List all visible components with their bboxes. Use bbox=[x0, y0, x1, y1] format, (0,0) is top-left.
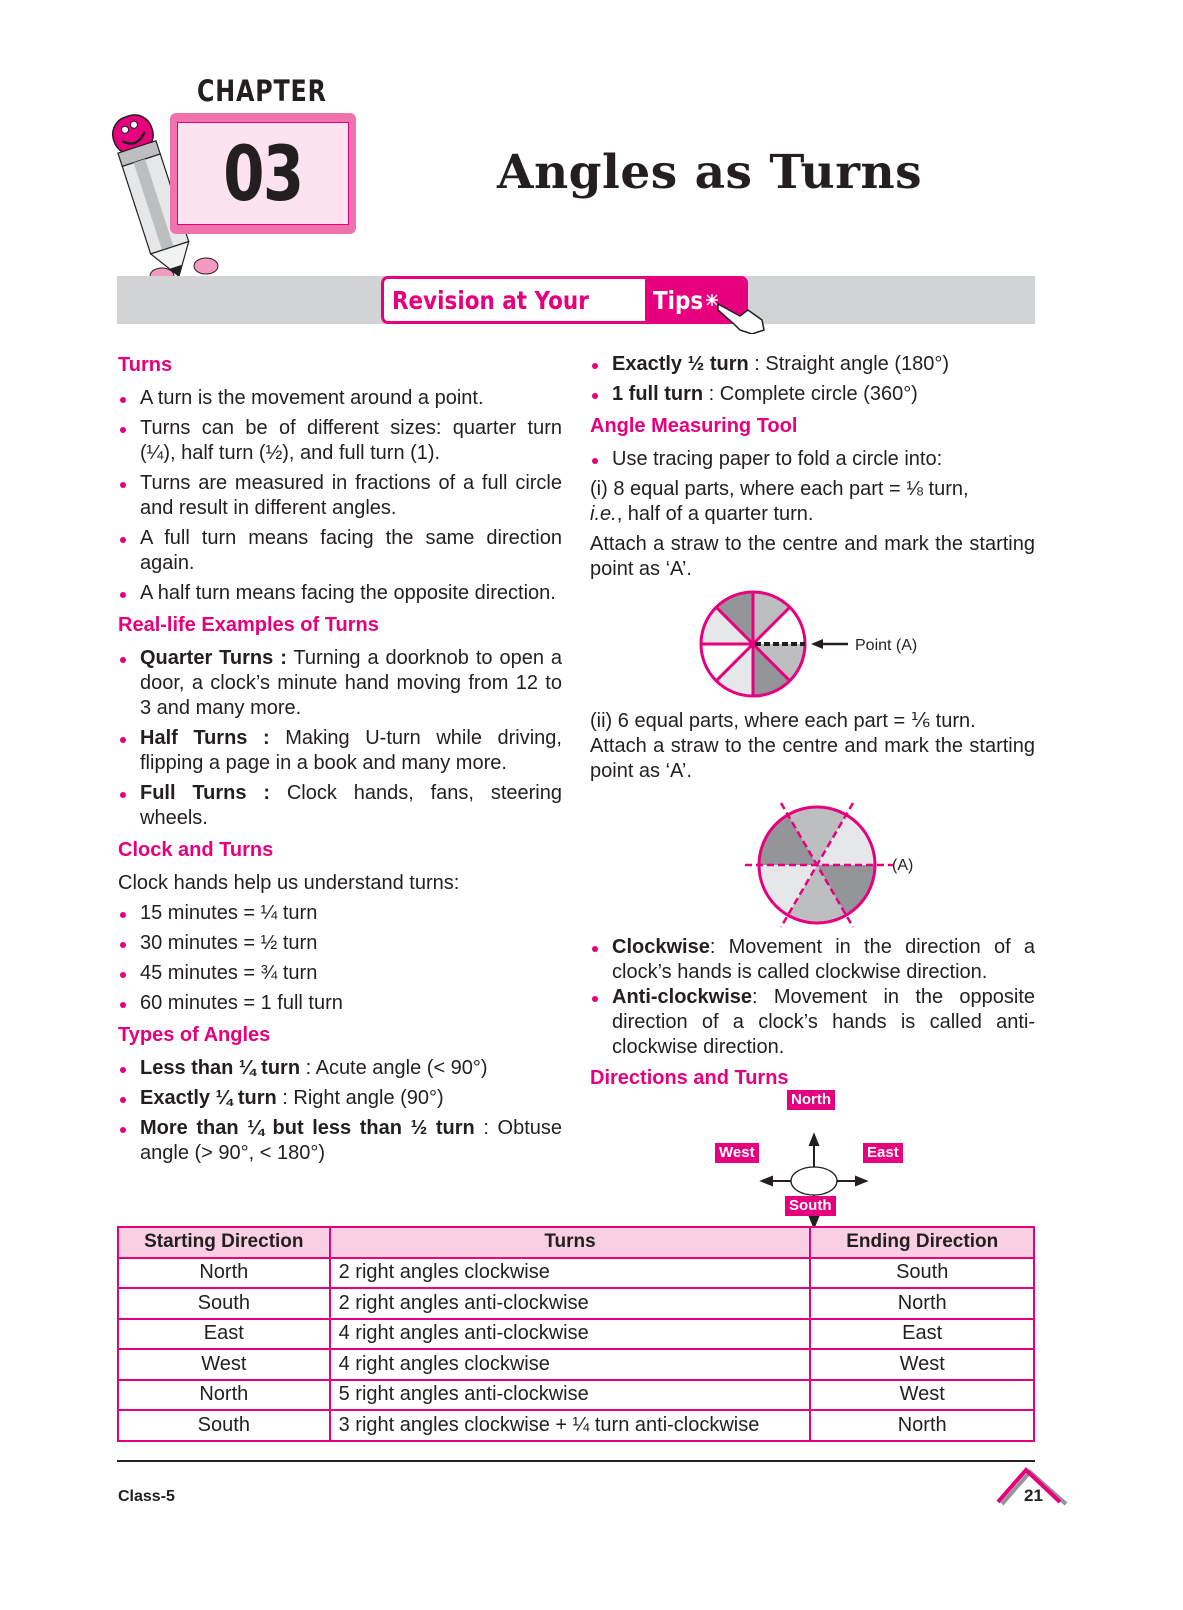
page-number: 21 bbox=[1024, 1486, 1043, 1505]
start-cell: East bbox=[118, 1319, 330, 1350]
table-row bbox=[118, 1319, 1034, 1350]
list-item bbox=[590, 935, 1035, 985]
banner-left-text: Revision at Your bbox=[392, 285, 589, 315]
chapter-label: CHAPTER bbox=[197, 74, 327, 108]
list-item bbox=[590, 382, 1035, 407]
end-cell: East bbox=[810, 1319, 1034, 1350]
attach-text-1: Attach a straw to the centre and mark the starting point as ‘A’. bbox=[590, 533, 1035, 580]
angles-list-cont bbox=[590, 352, 1035, 407]
end-cell: West bbox=[810, 1380, 1034, 1411]
list-item bbox=[118, 781, 562, 831]
table-row bbox=[118, 1349, 1034, 1380]
page-title: Angles as Turns bbox=[497, 145, 923, 200]
clock-list bbox=[118, 901, 562, 1016]
a-label: (A) bbox=[892, 857, 914, 874]
turns-cell: 2 right angles anti-clockwise bbox=[330, 1288, 811, 1319]
table-row bbox=[118, 1258, 1034, 1289]
heading-turns: Turns bbox=[118, 354, 173, 376]
footer-divider bbox=[117, 1460, 1035, 1462]
end-cell: South bbox=[810, 1258, 1034, 1289]
list-item: A half turn means facing the opposite direction. bbox=[118, 581, 562, 606]
term: Clockwise bbox=[612, 936, 710, 958]
turns-cell: 4 right angles clockwise bbox=[330, 1349, 811, 1380]
figure-eight-parts bbox=[590, 587, 1035, 699]
turns-cell: 2 right angles clockwise bbox=[330, 1258, 811, 1289]
left-column bbox=[118, 352, 562, 1171]
pointing-hand-icon bbox=[704, 290, 768, 334]
table-row bbox=[118, 1410, 1034, 1441]
east-label: East bbox=[863, 1143, 903, 1163]
end-cell: North bbox=[810, 1410, 1034, 1441]
list-item bbox=[118, 1086, 562, 1111]
start-cell: South bbox=[118, 1288, 330, 1319]
list-item: Turns are measured in fractions of a full circle and result in different angles. bbox=[118, 471, 562, 521]
clock-intro: Clock hands help us understand turns: bbox=[118, 872, 460, 894]
table-row bbox=[118, 1288, 1034, 1319]
list-item bbox=[118, 726, 562, 776]
end-cell: North bbox=[810, 1288, 1034, 1319]
attach-text-2: Attach a straw to the centre and mark the starting point as ‘A’. bbox=[590, 735, 1035, 782]
description: Turning a doorknob to open a door, a clock’s minute hand moving from 12 to 3 and many more. bbox=[140, 647, 562, 719]
part-i-line2: , half of a quarter turn. bbox=[616, 503, 814, 525]
list-item: Use tracing paper to fold a circle into: bbox=[590, 447, 1035, 472]
description: : Acute angle (< 90°) bbox=[300, 1057, 488, 1079]
term: Anti-clockwise bbox=[612, 986, 753, 1008]
turns-list bbox=[118, 386, 562, 606]
term: Exactly ¼ turn bbox=[140, 1087, 277, 1109]
part-i-text bbox=[590, 477, 1035, 527]
tool-list bbox=[590, 447, 1035, 472]
table-row bbox=[118, 1380, 1034, 1411]
list-item bbox=[590, 352, 1035, 377]
footer-class-label: Class-5 bbox=[118, 1488, 175, 1505]
heading-directions: Directions and Turns bbox=[590, 1067, 789, 1089]
part-ii-text: (ii) 6 equal parts, where each part = ⅙ turn. bbox=[590, 710, 976, 732]
list-item: 30 minutes = ½ turn bbox=[118, 931, 562, 956]
directions-table bbox=[117, 1226, 1035, 1442]
header-starting-direction: Starting Direction bbox=[118, 1227, 330, 1258]
description: : Right angle (90°) bbox=[276, 1087, 444, 1109]
angles-list bbox=[118, 1056, 562, 1166]
start-cell: North bbox=[118, 1258, 330, 1289]
header-turns: Turns bbox=[330, 1227, 811, 1258]
term: More than ¼ but less than ½ turn bbox=[140, 1117, 475, 1139]
heading-real-life: Real-life Examples of Turns bbox=[118, 614, 379, 636]
start-cell: North bbox=[118, 1380, 330, 1411]
term: 1 full turn bbox=[612, 383, 704, 405]
description: : Movement in the direction of a clock’s hands is called clockwise direction. bbox=[612, 936, 1035, 983]
list-item: 60 minutes = 1 full turn bbox=[118, 991, 562, 1016]
point-a-label: Point (A) bbox=[855, 637, 918, 654]
list-item bbox=[590, 985, 1035, 1060]
list-item bbox=[118, 1056, 562, 1081]
list-item bbox=[118, 646, 562, 721]
heading-angles: Types of Angles bbox=[118, 1024, 271, 1046]
list-item: A turn is the movement around a point. bbox=[118, 386, 562, 411]
figure-six-parts bbox=[590, 789, 1035, 931]
turns-cell: 3 right angles clockwise + ¼ turn anti-clockwise bbox=[330, 1410, 811, 1441]
revision-banner bbox=[381, 276, 748, 324]
chapter-number-box bbox=[170, 113, 356, 234]
list-item bbox=[118, 1116, 562, 1166]
banner-right-text: Tips bbox=[653, 285, 704, 315]
header-ending-direction: Ending Direction bbox=[810, 1227, 1034, 1258]
term: Less than ¼ turn bbox=[140, 1057, 301, 1079]
end-cell: West bbox=[810, 1349, 1034, 1380]
chapter-number: 03 bbox=[223, 129, 303, 218]
north-label: North bbox=[787, 1090, 835, 1110]
description: Making U-turn while driving, flipping a page in a book and many more. bbox=[140, 727, 562, 774]
term: Exactly ½ turn bbox=[612, 353, 749, 375]
rotation-list bbox=[590, 935, 1035, 1060]
west-label: West bbox=[715, 1143, 759, 1163]
turns-cell: 4 right angles anti-clockwise bbox=[330, 1319, 811, 1350]
list-item: 15 minutes = ¼ turn bbox=[118, 901, 562, 926]
south-label: South bbox=[785, 1196, 836, 1216]
turns-cell: 5 right angles anti-clockwise bbox=[330, 1380, 811, 1411]
list-item: Turns can be of different sizes: quarter turn (¼), half turn (½), and full turn (1). bbox=[118, 416, 562, 466]
six-part-circle bbox=[745, 799, 905, 929]
description: Clock hands, fans, steering wheels. bbox=[140, 782, 562, 829]
heading-clock: Clock and Turns bbox=[118, 839, 274, 861]
start-cell: South bbox=[118, 1410, 330, 1441]
list-item: A full turn means facing the same direction again. bbox=[118, 526, 562, 576]
description: : Complete circle (360°) bbox=[703, 383, 918, 405]
term: Half Turns : bbox=[140, 727, 270, 749]
list-item: 45 minutes = ¾ turn bbox=[118, 961, 562, 986]
description: : Obtuse angle (> 90°, < 180°) bbox=[140, 1117, 562, 1164]
term: Full Turns : bbox=[140, 782, 270, 804]
real-life-list bbox=[118, 646, 562, 831]
table-header-row bbox=[118, 1227, 1034, 1258]
part-i-line1: (i) 8 equal parts, where each part = ⅛ turn, bbox=[590, 478, 969, 500]
description: : Straight angle (180°) bbox=[748, 353, 950, 375]
heading-tool: Angle Measuring Tool bbox=[590, 415, 798, 437]
description: : Movement in the opposite direction of a clock’s hands is called anti-clockwise direction. bbox=[612, 986, 1035, 1058]
term: Quarter Turns : bbox=[140, 647, 287, 669]
start-cell: West bbox=[118, 1349, 330, 1380]
ie-text: i.e. bbox=[590, 503, 617, 525]
